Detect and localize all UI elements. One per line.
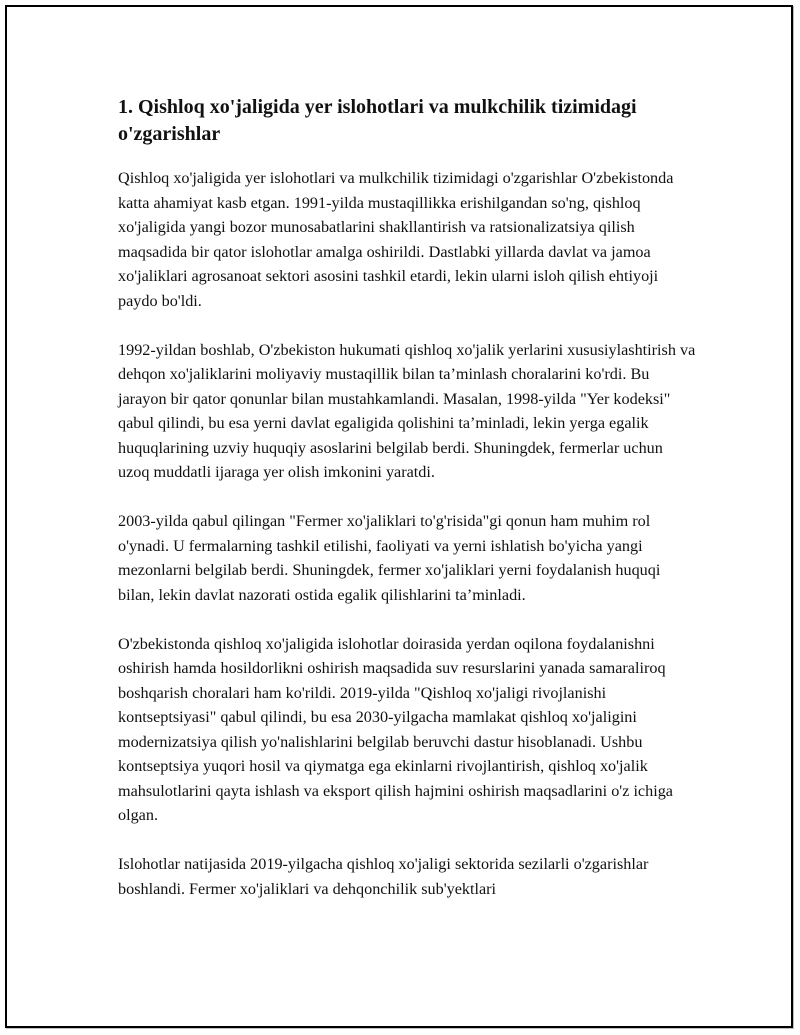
paragraph-4: O'zbekistonda qishloq xo'jaligida islohotlar doirasida yerdan oqilona foydalanishni oshirish hamda hosildorlikni oshirish maqsadida suv resurslarini yanada samaraliroq boshqarish choralari ham ko'rildi. 2019-yilda "Qishloq xo'jaligi rivojlanishi kontseptsiyasi" qabul qilindi, bu esa 2030-yilgacha mamlakat qishloq xo'jaligini modernizatsiya qilish yo'nalishlarini belgilab beruvchi dastur hisoblanadi. Ushbu kontseptsiya yuqori hosil va qiymatga ega ekinlarni rivojlantirish, qishloq xo'jalik mahsulotlarini qayta ishlash va eksport qilish hajmini oshirish maqsadlarini o'z ichiga olgan. bbox=[118, 634, 673, 824]
paragraph-1: Qishloq xo'jaligida yer islohotlari va mulkchilik tizimidagi o'zgarishlar O'zbekistonda katta ahamiyat kasb etgan. 1991-yilda mustaqillikka erishilgandan so'ng, qishloq xo'jaligida yangi bozor munosabatlarini shakllantirish va ratsionalizatsiya qilish maqsadida bir qator islohotlar amalga oshirildi. Dastlabki yillarda davlat va jamoa xo'jaliklari agrosanoat sektori asosini tashkil etardi, lekin ularni isloh qilish ehtiyoji paydo bo'ldi. bbox=[118, 169, 674, 310]
document-body bbox=[118, 94, 698, 901]
document-title: 1. Qishloq xo'jaligida yer islohotlari va mulkchilik tizimidagi o'zgarishlar bbox=[118, 96, 637, 145]
paragraph-3: 2003-yilda qabul qilingan "Fermer xo'jaliklari to'g'risida"gi qonun ham muhim rol o'ynadi. U fermalarning tashkil etilishi, faoliyati va yerni ishlatish bo'yicha yangi mezonlarni belgilab berdi. Shuningdek, fermer xo'jaliklari yerni foydalanish huquqi bilan, lekin davlat nazorati ostida egalik qilishlarini ta’minladi. bbox=[118, 512, 661, 604]
paragraph-5: Islohotlar natijasida 2019-yilgacha qishloq xo'jaligi sektorida sezilarli o'zgarishlar boshlandi. Fermer xo'jaliklari va dehqonchilik sub'yektlari bbox=[118, 855, 649, 898]
paragraph-2: 1992-yildan boshlab, O'zbekiston hukumati qishloq xo'jalik yerlarini xususiylashtirish va dehqon xo'jaliklarini moliyaviy mustaqillik bilan ta’minlash choralarini ko'rdi. Bu jarayon bir qator qonunlar bilan mustahkamlandi. Masalan, 1998-yilda "Yer kodeksi" qabul qilindi, bu esa yerni davlat egaligida qolishini ta’minladi, lekin yerga egalik huquqlarining uzviy huquqiy asoslarini belgilab berdi. Shuningdek, fermerlar uchun uzoq muddatli ijaraga yer olish imkonini yaratdi. bbox=[118, 340, 696, 481]
